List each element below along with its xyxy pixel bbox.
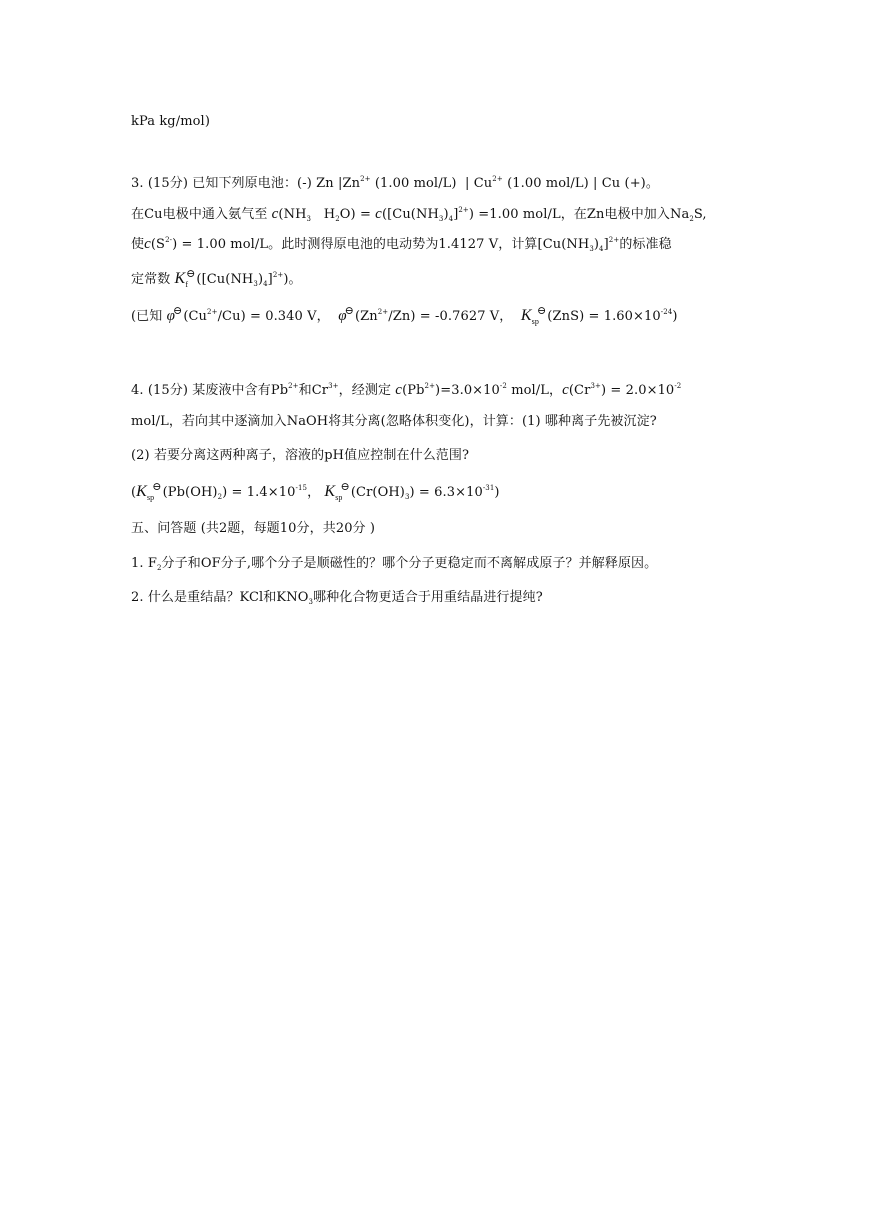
exponent: -31 bbox=[482, 484, 495, 492]
q3-text: /Zn) = -0.7627 V， bbox=[388, 309, 513, 324]
q3-text: (ZnS) = 1.60×10 bbox=[547, 309, 661, 324]
standard-state-icon: ⊖ bbox=[340, 480, 350, 493]
charge: 2+ bbox=[492, 175, 503, 183]
conc-symbol: c bbox=[144, 236, 151, 252]
q4-text: (Cr(OH) bbox=[350, 485, 405, 500]
subscript: 3 bbox=[438, 215, 444, 223]
q3-line-3: 使$c(S^{2-}) = 1.00$ mol/L。此时测得原电池的电动势为1.4127 V，计算$[Cu(NH_3)_4]^{2+}$的标准稳 bbox=[131, 236, 672, 253]
s5-text: 哪种化合物更适合于用重结晶进行提纯? bbox=[313, 590, 543, 605]
q4-text: mol/L，若向其中逐滴加入NaOH将其分离(忽略体积变化)，计算：(1) 哪种离子先被沉淀? bbox=[131, 414, 657, 429]
exponent: -2 bbox=[674, 382, 682, 390]
q3-text: S, bbox=[693, 207, 707, 222]
standard-state-icon: ⊖ bbox=[344, 304, 354, 317]
charge: 2+ bbox=[377, 308, 389, 316]
q3-text: 的标准稳 bbox=[619, 237, 672, 252]
k-subscript: f bbox=[185, 280, 189, 289]
zn-ion: Zn bbox=[342, 176, 361, 191]
charge: 3+ bbox=[590, 382, 601, 390]
subscript: 4 bbox=[263, 280, 268, 288]
exponent: -2 bbox=[499, 382, 507, 390]
q3-text: )。 bbox=[283, 272, 302, 287]
subscript: 2 bbox=[335, 215, 340, 223]
q3-text: 定常数 bbox=[131, 272, 171, 287]
q4-text: (Cr bbox=[568, 383, 591, 398]
subscript: 3 bbox=[306, 215, 312, 223]
charge: 2+ bbox=[458, 206, 469, 214]
q3-text: (已知 bbox=[131, 309, 163, 324]
k-symbol: K bbox=[136, 483, 147, 500]
q4-text: ) = 6.3×10 bbox=[409, 485, 483, 500]
k-subscript: sp bbox=[146, 493, 155, 502]
standard-state-icon: ⊖ bbox=[536, 304, 547, 317]
q3-text: 3. (15分) 已知下列原电池：(-) Zn bbox=[131, 176, 334, 191]
exponent: -24 bbox=[660, 308, 673, 316]
standard-state-icon: ⊖ bbox=[186, 267, 196, 280]
charge: 2- bbox=[165, 236, 173, 244]
q4-given-line bbox=[131, 477, 500, 508]
bar: | bbox=[593, 176, 598, 191]
standard-state-icon: ⊖ bbox=[173, 304, 183, 317]
charge: 2+ bbox=[424, 382, 436, 390]
subscript: 3 bbox=[404, 493, 410, 501]
q4-text: ) = 1.4×10 bbox=[222, 485, 296, 500]
q4-text: ， bbox=[307, 485, 321, 500]
s5-text: 分子和OF分子,哪个分子是顺磁性的？哪个分子更稳定而不离解成原子？并解释原因。 bbox=[161, 556, 658, 571]
section-5-heading bbox=[131, 519, 375, 539]
conc-symbol: c bbox=[375, 206, 382, 222]
q3-text: (Cu bbox=[183, 309, 208, 324]
charge: 2+ bbox=[207, 308, 218, 316]
q4-line-3 bbox=[131, 446, 469, 466]
q3-text: H bbox=[323, 207, 336, 222]
k-subscript: sp bbox=[531, 317, 539, 326]
q3-text: ) bbox=[672, 309, 678, 324]
q4-line-2 bbox=[131, 412, 657, 432]
q3-text: ) bbox=[257, 272, 264, 287]
units-text: kPa kg/mol) bbox=[131, 114, 210, 129]
s5-text: 1. F bbox=[131, 556, 157, 571]
q3-line-2: 在Cu电极中通入氨气至 $c(NH_3 \cdot H_2O) = c([Cu(NH_3)_4]^{2+}) =1.00$ mol/L，在Zn电极中加入$Na_2S$, bbox=[131, 206, 707, 223]
bar: | bbox=[465, 176, 470, 191]
q4-text: mol/L， bbox=[511, 383, 563, 398]
charge: 2+ bbox=[272, 271, 284, 279]
q4-text: 4. (15分) 某废液中含有Pb bbox=[131, 383, 289, 398]
s5-question-1 bbox=[131, 554, 657, 574]
q4-text: (Pb(OH) bbox=[162, 485, 218, 500]
charge: 2+ bbox=[360, 175, 371, 183]
q3-text: ) =1.00 mol/L，在Zn电极中加入Na bbox=[468, 207, 690, 222]
subscript: 2 bbox=[156, 564, 162, 572]
charge: 3+ bbox=[328, 382, 339, 390]
s5-question-2 bbox=[131, 588, 543, 608]
section-heading-text: 五、问答题 (共2题，每题10分，共20分 ) bbox=[131, 521, 376, 536]
phi-symbol: φ bbox=[166, 308, 176, 324]
q3-text: O) = bbox=[339, 207, 371, 222]
q4-text: ) bbox=[494, 485, 500, 500]
charge: 2+ bbox=[288, 382, 299, 390]
q3-text: (NH bbox=[278, 207, 307, 222]
q4-text: ( bbox=[131, 485, 137, 500]
standard-state-icon: ⊖ bbox=[152, 480, 162, 493]
q3-line-4: 定常数 $K_f^⊖([Cu(NH_3)_4]^{2+})$。 bbox=[131, 267, 302, 289]
q3-text: /Cu) = 0.340 V， bbox=[217, 309, 330, 324]
subscript: 3 bbox=[308, 598, 314, 606]
q3-given-line bbox=[131, 301, 678, 332]
bar: | bbox=[337, 176, 343, 191]
dot: · bbox=[315, 207, 320, 222]
q3-text: ) = 1.00 mol/L。此时测得原电池的电动势为1.4127 V，计算[Cu(NH bbox=[172, 237, 590, 252]
subscript: 3 bbox=[589, 245, 594, 253]
exponent: -15 bbox=[295, 484, 308, 492]
s5-text: 2. 什么是重结晶？KCl和KNO bbox=[131, 590, 309, 605]
phi-symbol: φ bbox=[338, 308, 347, 324]
subscript: 2 bbox=[689, 215, 694, 223]
q3-text: (1.00 mol/L) bbox=[374, 176, 457, 191]
q3-text: 使 bbox=[131, 237, 145, 252]
q3-text: (1.00 mol/L) bbox=[507, 176, 589, 191]
q3-text: Cu (+)。 bbox=[601, 176, 659, 191]
k-symbol: K bbox=[174, 270, 186, 287]
q3-text: ([Cu(NH bbox=[196, 272, 254, 287]
charge: 2+ bbox=[608, 236, 620, 244]
q4-text: ，经测定 bbox=[338, 383, 392, 398]
units-line bbox=[131, 112, 210, 132]
q4-text: )=3.0×10 bbox=[435, 383, 500, 398]
q3-text: (S bbox=[150, 237, 166, 252]
q3-text: ) bbox=[443, 207, 449, 222]
q4-text: (2) 若要分离这两种离子，溶液的pH值应控制在什么范围? bbox=[131, 448, 470, 463]
k-symbol: K bbox=[520, 307, 532, 324]
q4-text: ) = 2.0×10 bbox=[600, 383, 675, 398]
cu-ion: Cu bbox=[473, 176, 493, 191]
q4-line-1 bbox=[131, 380, 681, 401]
subscript: 2 bbox=[217, 493, 223, 501]
k-symbol: K bbox=[324, 483, 336, 500]
q3-line-1 bbox=[131, 174, 659, 194]
q3-text: (Zn bbox=[354, 309, 378, 324]
k-subscript: sp bbox=[335, 493, 343, 502]
subscript: 3 bbox=[253, 280, 258, 288]
q3-text: ([Cu(NH bbox=[381, 207, 439, 222]
q3-text: ) bbox=[593, 237, 600, 252]
conc-symbol: c bbox=[562, 382, 569, 398]
subscript: 4 bbox=[448, 215, 454, 223]
q4-text: (Pb bbox=[402, 383, 425, 398]
q3-text: 在Cu电极中通入氨气至 bbox=[131, 207, 268, 222]
q4-text: 和Cr bbox=[298, 383, 329, 398]
conc-symbol: c bbox=[271, 206, 279, 222]
conc-symbol: c bbox=[395, 382, 403, 398]
subscript: 4 bbox=[599, 245, 604, 253]
